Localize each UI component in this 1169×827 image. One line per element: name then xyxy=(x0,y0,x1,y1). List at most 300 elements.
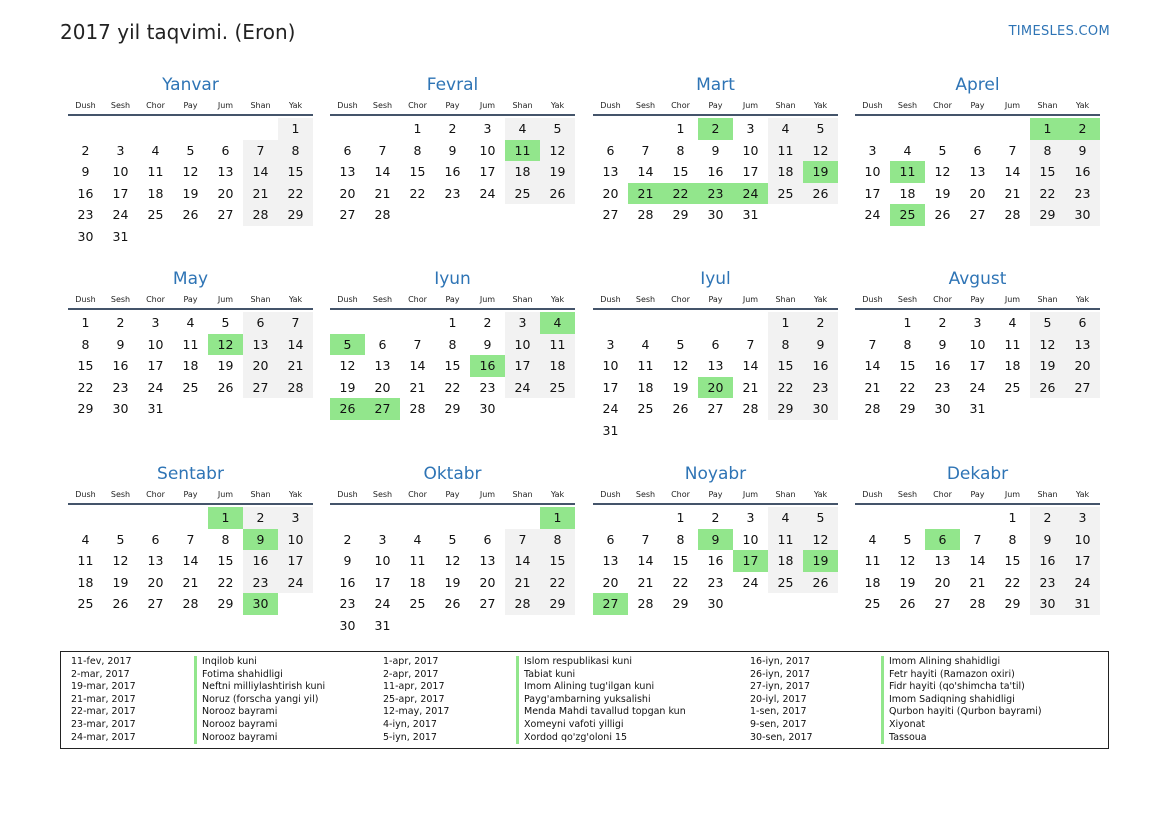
holiday-day-cell[interactable]: 1 xyxy=(1030,118,1065,140)
day-cell[interactable]: 17 xyxy=(112,185,129,201)
day-cell[interactable]: 16 xyxy=(803,355,838,377)
holiday-day-cell[interactable]: 27 xyxy=(593,593,628,615)
day-cell[interactable]: 14 xyxy=(864,358,881,373)
day-cell[interactable]: 21 xyxy=(243,183,278,205)
day-cell[interactable]: 16 xyxy=(1030,550,1065,572)
day-cell[interactable]: 11 xyxy=(77,553,94,568)
day-cell[interactable]: 20 xyxy=(243,355,278,377)
day-cell[interactable]: 2 xyxy=(938,315,947,330)
day-cell[interactable]: 28 xyxy=(182,596,199,611)
day-cell[interactable]: 5 xyxy=(116,531,125,547)
day-cell[interactable]: 12 xyxy=(1030,334,1065,356)
day-cell[interactable]: 19 xyxy=(672,379,689,395)
day-cell[interactable]: 25 xyxy=(409,596,426,611)
day-cell[interactable]: 20 xyxy=(339,185,356,201)
holiday-day-cell[interactable]: 20 xyxy=(698,377,733,399)
day-cell[interactable]: 9 xyxy=(448,142,457,158)
day-cell[interactable]: 18 xyxy=(505,161,540,183)
day-cell[interactable]: 15 xyxy=(672,553,689,568)
day-cell[interactable]: 22 xyxy=(1030,183,1065,205)
day-cell[interactable]: 5 xyxy=(803,118,838,140)
day-cell[interactable]: 5 xyxy=(803,507,838,529)
day-cell[interactable]: 4 xyxy=(186,315,195,330)
day-cell[interactable]: 23 xyxy=(934,379,951,395)
day-cell[interactable]: 29 xyxy=(672,207,689,222)
day-cell[interactable]: 9 xyxy=(343,553,352,568)
day-cell[interactable]: 4 xyxy=(413,531,422,547)
day-cell[interactable]: 23 xyxy=(112,379,129,395)
day-cell[interactable]: 9 xyxy=(81,164,90,179)
day-cell[interactable]: 14 xyxy=(637,164,654,179)
day-cell[interactable]: 30 xyxy=(112,401,129,416)
day-cell[interactable]: 1 xyxy=(676,510,685,525)
day-cell[interactable]: 21 xyxy=(182,574,199,590)
day-cell[interactable]: 6 xyxy=(711,336,720,352)
day-cell[interactable]: 29 xyxy=(1004,596,1021,611)
day-cell[interactable]: 10 xyxy=(864,164,881,179)
day-cell[interactable]: 21 xyxy=(278,355,313,377)
day-cell[interactable]: 7 xyxy=(868,336,877,352)
day-cell[interactable]: 4 xyxy=(81,531,90,547)
holiday-day-cell[interactable]: 16 xyxy=(470,355,505,377)
day-cell[interactable]: 1 xyxy=(768,312,803,334)
day-cell[interactable]: 2 xyxy=(81,142,90,158)
day-cell[interactable]: 29 xyxy=(278,204,313,226)
day-cell[interactable]: 1 xyxy=(448,315,457,330)
day-cell[interactable]: 1 xyxy=(903,315,912,330)
day-cell[interactable]: 9 xyxy=(711,142,720,158)
day-cell[interactable]: 8 xyxy=(413,142,422,158)
day-cell[interactable]: 17 xyxy=(479,164,496,179)
day-cell[interactable]: 29 xyxy=(77,401,94,416)
day-cell[interactable]: 19 xyxy=(899,574,916,590)
holiday-day-cell[interactable]: 27 xyxy=(365,398,400,420)
day-cell[interactable]: 15 xyxy=(540,550,575,572)
day-cell[interactable]: 27 xyxy=(969,207,986,222)
day-cell[interactable]: 11 xyxy=(540,334,575,356)
day-cell[interactable]: 23 xyxy=(479,379,496,395)
day-cell[interactable]: 13 xyxy=(339,164,356,179)
day-cell[interactable]: 22 xyxy=(409,185,426,201)
day-cell[interactable]: 2 xyxy=(483,315,492,330)
holiday-day-cell[interactable]: 24 xyxy=(733,183,768,205)
day-cell[interactable]: 17 xyxy=(602,379,619,395)
day-cell[interactable]: 23 xyxy=(1065,183,1100,205)
day-cell[interactable]: 18 xyxy=(637,379,654,395)
day-cell[interactable]: 21 xyxy=(505,572,540,594)
day-cell[interactable]: 21 xyxy=(969,574,986,590)
day-cell[interactable]: 13 xyxy=(243,334,278,356)
day-cell[interactable]: 14 xyxy=(1004,164,1021,179)
day-cell[interactable]: 22 xyxy=(1004,574,1021,590)
day-cell[interactable]: 9 xyxy=(1065,140,1100,162)
day-cell[interactable]: 27 xyxy=(243,377,278,399)
day-cell[interactable]: 14 xyxy=(742,358,759,373)
day-cell[interactable]: 23 xyxy=(707,574,724,590)
day-cell[interactable]: 24 xyxy=(505,377,540,399)
day-cell[interactable]: 29 xyxy=(540,593,575,615)
day-cell[interactable]: 3 xyxy=(151,315,160,330)
day-cell[interactable]: 25 xyxy=(147,207,164,222)
day-cell[interactable]: 7 xyxy=(1008,142,1017,158)
day-cell[interactable]: 2 xyxy=(343,531,352,547)
holiday-day-cell[interactable]: 4 xyxy=(540,312,575,334)
holiday-day-cell[interactable]: 5 xyxy=(330,334,365,356)
day-cell[interactable]: 7 xyxy=(278,312,313,334)
day-cell[interactable]: 23 xyxy=(444,185,461,201)
day-cell[interactable]: 10 xyxy=(278,529,313,551)
day-cell[interactable]: 15 xyxy=(768,355,803,377)
holiday-day-cell[interactable]: 23 xyxy=(698,183,733,205)
day-cell[interactable]: 30 xyxy=(707,596,724,611)
day-cell[interactable]: 6 xyxy=(243,312,278,334)
day-cell[interactable]: 4 xyxy=(1008,315,1017,330)
day-cell[interactable]: 19 xyxy=(1030,355,1065,377)
day-cell[interactable]: 2 xyxy=(448,121,457,136)
day-cell[interactable]: 3 xyxy=(606,336,615,352)
day-cell[interactable]: 19 xyxy=(444,574,461,590)
day-cell[interactable]: 26 xyxy=(934,207,951,222)
day-cell[interactable]: 27 xyxy=(147,596,164,611)
day-cell[interactable]: 26 xyxy=(1030,377,1065,399)
day-cell[interactable]: 15 xyxy=(1030,161,1065,183)
day-cell[interactable]: 6 xyxy=(378,336,387,352)
day-cell[interactable]: 6 xyxy=(1065,312,1100,334)
day-cell[interactable]: 1 xyxy=(81,315,90,330)
day-cell[interactable]: 10 xyxy=(374,553,391,568)
day-cell[interactable]: 26 xyxy=(803,183,838,205)
day-cell[interactable]: 8 xyxy=(278,140,313,162)
day-cell[interactable]: 18 xyxy=(768,550,803,572)
day-cell[interactable]: 24 xyxy=(602,401,619,416)
day-cell[interactable]: 19 xyxy=(934,185,951,201)
day-cell[interactable]: 2 xyxy=(803,312,838,334)
day-cell[interactable]: 26 xyxy=(803,572,838,594)
day-cell[interactable]: 12 xyxy=(112,553,129,568)
day-cell[interactable]: 29 xyxy=(672,596,689,611)
day-cell[interactable]: 23 xyxy=(803,377,838,399)
day-cell[interactable]: 31 xyxy=(742,207,759,222)
day-cell[interactable]: 27 xyxy=(934,596,951,611)
holiday-day-cell[interactable]: 19 xyxy=(803,550,838,572)
day-cell[interactable]: 9 xyxy=(1030,529,1065,551)
day-cell[interactable]: 30 xyxy=(1065,204,1100,226)
day-cell[interactable]: 3 xyxy=(505,312,540,334)
day-cell[interactable]: 17 xyxy=(147,358,164,373)
day-cell[interactable]: 12 xyxy=(803,140,838,162)
day-cell[interactable]: 18 xyxy=(409,574,426,590)
day-cell[interactable]: 1 xyxy=(1008,510,1017,525)
day-cell[interactable]: 26 xyxy=(217,379,234,395)
day-cell[interactable]: 30 xyxy=(339,617,356,633)
day-cell[interactable]: 3 xyxy=(378,531,387,547)
day-cell[interactable]: 5 xyxy=(448,531,457,547)
day-cell[interactable]: 6 xyxy=(221,142,230,158)
day-cell[interactable]: 8 xyxy=(1030,140,1065,162)
day-cell[interactable]: 3 xyxy=(483,121,492,136)
day-cell[interactable]: 11 xyxy=(147,164,164,179)
day-cell[interactable]: 26 xyxy=(540,183,575,205)
day-cell[interactable]: 15 xyxy=(278,161,313,183)
day-cell[interactable]: 28 xyxy=(969,596,986,611)
day-cell[interactable]: 17 xyxy=(278,550,313,572)
day-cell[interactable]: 8 xyxy=(903,336,912,352)
day-cell[interactable]: 21 xyxy=(1004,185,1021,201)
day-cell[interactable]: 23 xyxy=(77,207,94,222)
day-cell[interactable]: 10 xyxy=(505,334,540,356)
day-cell[interactable]: 17 xyxy=(505,355,540,377)
day-cell[interactable]: 30 xyxy=(479,401,496,416)
day-cell[interactable]: 12 xyxy=(182,164,199,179)
day-cell[interactable]: 18 xyxy=(540,355,575,377)
day-cell[interactable]: 1 xyxy=(413,121,422,136)
day-cell[interactable]: 12 xyxy=(899,553,916,568)
day-cell[interactable]: 20 xyxy=(969,185,986,201)
day-cell[interactable]: 28 xyxy=(742,401,759,416)
day-cell[interactable]: 26 xyxy=(182,207,199,222)
holiday-day-cell[interactable]: 9 xyxy=(243,529,278,551)
day-cell[interactable]: 4 xyxy=(151,142,160,158)
day-cell[interactable]: 28 xyxy=(278,377,313,399)
day-cell[interactable]: 10 xyxy=(147,336,164,352)
day-cell[interactable]: 27 xyxy=(602,207,619,222)
day-cell[interactable]: 8 xyxy=(676,142,685,158)
day-cell[interactable]: 21 xyxy=(742,379,759,395)
holiday-day-cell[interactable]: 9 xyxy=(698,529,733,551)
day-cell[interactable]: 4 xyxy=(505,118,540,140)
day-cell[interactable]: 7 xyxy=(641,531,650,547)
day-cell[interactable]: 26 xyxy=(112,596,129,611)
day-cell[interactable]: 17 xyxy=(1065,550,1100,572)
day-cell[interactable]: 28 xyxy=(864,401,881,416)
day-cell[interactable]: 31 xyxy=(112,228,129,244)
day-cell[interactable]: 13 xyxy=(479,553,496,568)
day-cell[interactable]: 27 xyxy=(339,207,356,222)
day-cell[interactable]: 18 xyxy=(899,185,916,201)
day-cell[interactable]: 24 xyxy=(147,379,164,395)
day-cell[interactable]: 5 xyxy=(221,315,230,330)
day-cell[interactable]: 3 xyxy=(973,315,982,330)
day-cell[interactable]: 15 xyxy=(899,358,916,373)
day-cell[interactable]: 12 xyxy=(540,140,575,162)
day-cell[interactable]: 7 xyxy=(243,140,278,162)
site-logo[interactable]: TIMESLES.COM xyxy=(1008,24,1110,39)
day-cell[interactable]: 5 xyxy=(903,531,912,547)
day-cell[interactable]: 15 xyxy=(409,164,426,179)
holiday-day-cell[interactable]: 11 xyxy=(505,140,540,162)
day-cell[interactable]: 7 xyxy=(413,336,422,352)
day-cell[interactable]: 24 xyxy=(969,379,986,395)
day-cell[interactable]: 27 xyxy=(479,596,496,611)
day-cell[interactable]: 18 xyxy=(864,574,881,590)
day-cell[interactable]: 27 xyxy=(1065,377,1100,399)
day-cell[interactable]: 22 xyxy=(899,379,916,395)
day-cell[interactable]: 18 xyxy=(182,358,199,373)
day-cell[interactable]: 22 xyxy=(672,574,689,590)
day-cell[interactable]: 6 xyxy=(483,531,492,547)
day-cell[interactable]: 16 xyxy=(77,185,94,201)
day-cell[interactable]: 10 xyxy=(1065,529,1100,551)
day-cell[interactable]: 26 xyxy=(899,596,916,611)
day-cell[interactable]: 4 xyxy=(768,118,803,140)
day-cell[interactable]: 20 xyxy=(217,185,234,201)
day-cell[interactable]: 24 xyxy=(278,572,313,594)
day-cell[interactable]: 3 xyxy=(1065,507,1100,529)
day-cell[interactable]: 30 xyxy=(707,207,724,222)
day-cell[interactable]: 6 xyxy=(606,142,615,158)
day-cell[interactable]: 16 xyxy=(112,358,129,373)
day-cell[interactable]: 4 xyxy=(641,336,650,352)
day-cell[interactable]: 20 xyxy=(374,379,391,395)
day-cell[interactable]: 6 xyxy=(973,142,982,158)
day-cell[interactable]: 13 xyxy=(934,553,951,568)
day-cell[interactable]: 13 xyxy=(374,358,391,373)
day-cell[interactable]: 10 xyxy=(602,358,619,373)
day-cell[interactable]: 7 xyxy=(641,142,650,158)
day-cell[interactable]: 27 xyxy=(707,401,724,416)
day-cell[interactable]: 22 xyxy=(217,574,234,590)
day-cell[interactable]: 19 xyxy=(182,185,199,201)
day-cell[interactable]: 29 xyxy=(217,596,234,611)
day-cell[interactable]: 14 xyxy=(278,334,313,356)
day-cell[interactable]: 25 xyxy=(768,183,803,205)
day-cell[interactable]: 13 xyxy=(602,164,619,179)
day-cell[interactable]: 18 xyxy=(768,161,803,183)
day-cell[interactable]: 13 xyxy=(217,164,234,179)
day-cell[interactable]: 11 xyxy=(637,358,654,373)
day-cell[interactable]: 1 xyxy=(676,121,685,136)
day-cell[interactable]: 29 xyxy=(1030,204,1065,226)
day-cell[interactable]: 24 xyxy=(479,185,496,201)
day-cell[interactable]: 31 xyxy=(602,422,619,438)
day-cell[interactable]: 7 xyxy=(186,531,195,547)
holiday-day-cell[interactable]: 2 xyxy=(1065,118,1100,140)
day-cell[interactable]: 5 xyxy=(540,118,575,140)
day-cell[interactable]: 23 xyxy=(243,572,278,594)
day-cell[interactable]: 14 xyxy=(374,164,391,179)
day-cell[interactable]: 12 xyxy=(444,553,461,568)
day-cell[interactable]: 10 xyxy=(479,142,496,158)
day-cell[interactable]: 5 xyxy=(676,336,685,352)
day-cell[interactable]: 19 xyxy=(217,358,234,373)
day-cell[interactable]: 12 xyxy=(934,164,951,179)
day-cell[interactable]: 20 xyxy=(602,185,619,201)
day-cell[interactable]: 16 xyxy=(934,358,951,373)
day-cell[interactable]: 14 xyxy=(243,161,278,183)
day-cell[interactable]: 15 xyxy=(672,164,689,179)
day-cell[interactable]: 8 xyxy=(540,529,575,551)
day-cell[interactable]: 13 xyxy=(969,164,986,179)
day-cell[interactable]: 7 xyxy=(746,336,755,352)
day-cell[interactable]: 10 xyxy=(112,164,129,179)
day-cell[interactable]: 12 xyxy=(672,358,689,373)
day-cell[interactable]: 22 xyxy=(77,379,94,395)
day-cell[interactable]: 1 xyxy=(278,118,313,140)
day-cell[interactable]: 15 xyxy=(1004,553,1021,568)
day-cell[interactable]: 5 xyxy=(1030,312,1065,334)
day-cell[interactable]: 16 xyxy=(243,550,278,572)
day-cell[interactable]: 30 xyxy=(934,401,951,416)
day-cell[interactable]: 8 xyxy=(81,336,90,352)
day-cell[interactable]: 25 xyxy=(182,379,199,395)
day-cell[interactable]: 5 xyxy=(186,142,195,158)
day-cell[interactable]: 22 xyxy=(278,183,313,205)
day-cell[interactable]: 11 xyxy=(768,529,803,551)
day-cell[interactable]: 30 xyxy=(77,228,94,244)
holiday-day-cell[interactable]: 25 xyxy=(890,204,925,226)
day-cell[interactable]: 28 xyxy=(374,207,391,222)
day-cell[interactable]: 4 xyxy=(903,142,912,158)
day-cell[interactable]: 9 xyxy=(803,334,838,356)
day-cell[interactable]: 2 xyxy=(116,315,125,330)
day-cell[interactable]: 31 xyxy=(374,617,391,633)
holiday-day-cell[interactable]: 1 xyxy=(208,507,243,529)
day-cell[interactable]: 18 xyxy=(77,574,94,590)
day-cell[interactable]: 15 xyxy=(217,553,234,568)
day-cell[interactable]: 15 xyxy=(444,358,461,373)
day-cell[interactable]: 6 xyxy=(343,142,352,158)
day-cell[interactable]: 31 xyxy=(147,401,164,416)
holiday-day-cell[interactable]: 11 xyxy=(890,161,925,183)
day-cell[interactable]: 20 xyxy=(602,574,619,590)
day-cell[interactable]: 2 xyxy=(1030,507,1065,529)
day-cell[interactable]: 2 xyxy=(243,507,278,529)
day-cell[interactable]: 3 xyxy=(278,507,313,529)
day-cell[interactable]: 22 xyxy=(540,572,575,594)
day-cell[interactable]: 14 xyxy=(969,553,986,568)
day-cell[interactable]: 21 xyxy=(637,574,654,590)
day-cell[interactable]: 3 xyxy=(116,142,125,158)
day-cell[interactable]: 28 xyxy=(409,401,426,416)
day-cell[interactable]: 21 xyxy=(374,185,391,201)
day-cell[interactable]: 30 xyxy=(803,398,838,420)
day-cell[interactable]: 7 xyxy=(973,531,982,547)
day-cell[interactable]: 11 xyxy=(1004,336,1021,352)
holiday-day-cell[interactable]: 6 xyxy=(925,529,960,551)
day-cell[interactable]: 30 xyxy=(1030,593,1065,615)
holiday-day-cell[interactable]: 2 xyxy=(698,118,733,140)
day-cell[interactable]: 16 xyxy=(444,164,461,179)
day-cell[interactable]: 6 xyxy=(606,531,615,547)
day-cell[interactable]: 20 xyxy=(934,574,951,590)
day-cell[interactable]: 4 xyxy=(868,531,877,547)
day-cell[interactable]: 22 xyxy=(444,379,461,395)
day-cell[interactable]: 7 xyxy=(378,142,387,158)
day-cell[interactable]: 11 xyxy=(409,553,426,568)
holiday-day-cell[interactable]: 26 xyxy=(330,398,365,420)
day-cell[interactable]: 20 xyxy=(479,574,496,590)
day-cell[interactable]: 26 xyxy=(672,401,689,416)
day-cell[interactable]: 29 xyxy=(444,401,461,416)
day-cell[interactable]: 16 xyxy=(707,553,724,568)
day-cell[interactable]: 9 xyxy=(483,336,492,352)
day-cell[interactable]: 5 xyxy=(938,142,947,158)
day-cell[interactable]: 7 xyxy=(505,529,540,551)
day-cell[interactable]: 8 xyxy=(676,531,685,547)
day-cell[interactable]: 14 xyxy=(409,358,426,373)
day-cell[interactable]: 28 xyxy=(1004,207,1021,222)
day-cell[interactable]: 25 xyxy=(77,596,94,611)
day-cell[interactable]: 15 xyxy=(77,358,94,373)
day-cell[interactable]: 8 xyxy=(221,531,230,547)
day-cell[interactable]: 14 xyxy=(637,553,654,568)
day-cell[interactable]: 16 xyxy=(339,574,356,590)
day-cell[interactable]: 25 xyxy=(1004,379,1021,395)
day-cell[interactable]: 8 xyxy=(448,336,457,352)
day-cell[interactable]: 12 xyxy=(803,529,838,551)
day-cell[interactable]: 8 xyxy=(1008,531,1017,547)
day-cell[interactable]: 28 xyxy=(637,596,654,611)
